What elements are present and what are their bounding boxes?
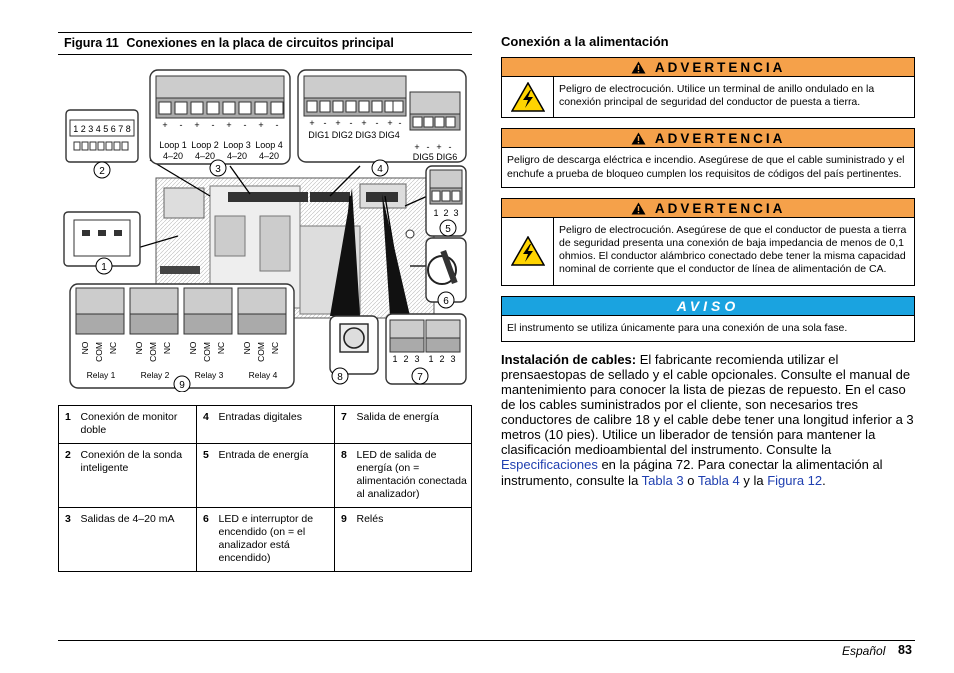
r3-nc: NC [216,341,226,355]
install-text: o [683,472,698,488]
table-row [59,444,472,508]
electrical-hazard-icon [511,82,545,112]
figure-number: Figura 11 [64,36,119,50]
warning-text: Peligro de electrocución. Utilice un terminal de anillo ondulado en la conexión principal de seguridad del conductor de puesta a tierra. [559,83,875,109]
callout-7: 7 [417,372,423,383]
loop-1-range: 4–20 [162,151,184,161]
relay-4-label: Relay 4 [248,370,278,380]
pout-pin-5: 2 [439,354,445,364]
loop-pol-1: + [162,120,168,130]
warning-text: Peligro de descarga eléctrica e incendio. Asegúrese de que el cable suministrado y el enchufe a prueba de bloqueo cumplen los requisitos de códigos del país pertinentes. [507,154,905,180]
r1-com: COM [94,342,104,362]
r1-no: NO [80,341,90,355]
callout-9: 9 [179,380,185,391]
callout-6: 6 [443,296,449,307]
legend-text: LED e interruptor de encendido (on = el analizador está encendido) [215,508,335,572]
relay-1-label: Relay 1 [86,370,116,380]
loop-pol-6: - [243,120,247,130]
loop-3-name: Loop 3 [223,140,251,150]
legend-num: 3 [59,508,77,572]
install-lead: Instalación de cables: [501,351,637,367]
dig56-pol-1: + [414,142,420,152]
warning-header [502,58,914,77]
warning-header [502,199,914,218]
figure-caption: Conexiones en la placa de circuitos principal [126,36,394,50]
loop-3-range: 4–20 [226,151,248,161]
legend-text: Conexión de monitor doble [77,406,197,444]
dig56-labels: DIG5 DIG6 [412,152,458,162]
link-especificaciones[interactable]: Especificaciones [501,457,598,473]
power-output-led [330,316,378,374]
dig-pol-2: - [323,118,327,128]
r4-no: NO [242,341,252,355]
legend-text: LED de salida de energía (on = alimentación conectada al analizador) [353,444,472,508]
callout-8: 8 [337,372,343,383]
loop-pol-2: - [179,120,183,130]
electrical-hazard-icon [511,236,545,266]
dig-pol-1: + [309,118,315,128]
legend-num: 2 [59,444,77,508]
pout-pin-4: 1 [428,354,434,364]
legend-num: 5 [197,444,215,508]
loop-4-name: Loop 4 [255,140,283,150]
legend-num: 6 [197,508,215,572]
r3-no: NO [188,341,198,355]
notice-box [501,296,915,342]
dig56-pol-3: + [436,142,442,152]
notice-text: El instrumento se utiliza únicamente para una conexión de una sola fase. [507,321,848,334]
dig-pol-7: + [387,118,393,128]
r4-com: COM [256,342,266,362]
warning-triangle-icon [631,132,646,145]
loop-1-name: Loop 1 [159,140,187,150]
monitor-pin-numbers: 1 2 3 4 5 6 7 8 [73,124,131,134]
install-text: . [822,472,826,488]
figure-title-rule [58,54,472,55]
link-figura-12[interactable]: Figura 12 [767,472,823,488]
figure-legend-table [58,405,472,572]
digital-input-block [298,70,466,162]
relay-block [70,284,294,388]
dig-pol-6: - [375,118,379,128]
loop-2-name: Loop 2 [191,140,219,150]
callout-5: 5 [445,224,451,235]
dig56-pol-2: - [426,142,430,152]
install-text: y la [739,472,768,488]
loop-output-block [150,70,290,164]
loop-pol-4: - [211,120,215,130]
legend-num: 9 [335,508,353,572]
r3-com: COM [202,342,212,362]
right-column [501,30,915,488]
table-row [59,508,472,572]
legend-text: Relés [353,508,472,572]
warning-triangle-icon [631,202,646,215]
legend-text: Conexión de la sonda inteligente [77,444,197,508]
warning-box-3 [501,198,915,286]
relay-3-label: Relay 3 [194,370,224,380]
dig-labels: DIG1 DIG2 DIG3 DIG4 [308,130,400,140]
pout-pin-6: 3 [450,354,456,364]
callout-4: 4 [377,164,383,175]
figure-title [64,36,394,50]
left-top-rule [58,32,472,33]
warning-label: ADVERTENCIA [654,60,786,75]
install-text: El fabricante recomienda utilizar el prensaestopas de sellado y el cable opcionales. Consulte el manual de mantenimiento para conocer la lista de piezas de repuesto. En el caso de los cables suministrados por el cliente, son necesarios tres conductores de calibre 18 y el cable debe tener una longitud inferior a 3 metros (10 pies). Utilice un liberador de tensión para mantener la clasificación medioambiental del instrumento. Consulte la [501,351,914,458]
dig-pol-4: - [349,118,353,128]
warning-label: ADVERTENCIA [654,131,786,147]
dig-pol-3: + [335,118,341,128]
callout-1: 1 [101,262,107,273]
loop-pol-7: + [258,120,264,130]
loop-4-range: 4–20 [258,151,280,161]
warning-label: ADVERTENCIA [654,200,786,216]
footer-language: Español [842,644,886,658]
warning-text: Peligro de electrocución. Asegúrese de que el conductor de puesta a tierra de seguridad presenta una conexión de baja impedancia de menos de 0,1 ohmios. El conductor alámbrico conectado debe tener la misma capacidad nominal de corriente que el conductor de línea de alimentación de CA. [559,223,907,276]
legend-num: 4 [197,406,215,444]
relay-2-label: Relay 2 [140,370,170,380]
circuit-board-figure [60,66,472,392]
legend-num: 8 [335,444,353,508]
warning-box-1 [501,57,915,118]
pout-pin-2: 2 [403,354,409,364]
dig-pol-8: - [398,118,402,128]
power-pin-3: 3 [453,208,459,218]
warning-box-2 [501,128,915,187]
pout-pin-3: 3 [414,354,420,364]
dig56-pol-4: - [448,142,452,152]
page-number: 83 [898,643,912,657]
warning-triangle-icon [631,61,646,74]
callout-3: 3 [215,164,221,175]
dig-pol-5: + [361,118,367,128]
power-pin-2: 2 [443,208,449,218]
callout-2: 2 [99,166,105,177]
r2-com: COM [148,342,158,362]
loop-pol-5: + [226,120,232,130]
legend-text: Salida de energía [353,406,472,444]
dual-monitor-connector [66,110,138,162]
link-tabla-4[interactable]: Tabla 4 [697,472,740,488]
table-row [59,406,472,444]
footer-rule [58,640,915,641]
r1-nc: NC [108,341,118,355]
legend-num: 1 [59,406,77,444]
pout-pin-1: 1 [392,354,398,364]
warning-header [502,129,914,148]
r2-nc: NC [162,341,172,355]
link-tabla-3[interactable]: Tabla 3 [641,472,684,488]
install-text: en la página 72. Para conectar la alimentación al instrumento, consulte la [501,457,883,488]
legend-text: Entrada de energía [215,444,335,508]
section-title: Conexión a la alimentación [501,34,669,49]
loop-pol-3: + [194,120,200,130]
r2-no: NO [134,341,144,355]
r4-nc: NC [270,341,280,355]
installation-paragraph [501,352,915,488]
legend-text: Entradas digitales [215,406,335,444]
legend-text: Salidas de 4–20 mA [77,508,197,572]
power-pin-1: 1 [433,208,439,218]
notice-header: AVISO [502,297,914,316]
loop-2-range: 4–20 [194,151,216,161]
legend-num: 7 [335,406,353,444]
loop-pol-8: - [275,120,279,130]
